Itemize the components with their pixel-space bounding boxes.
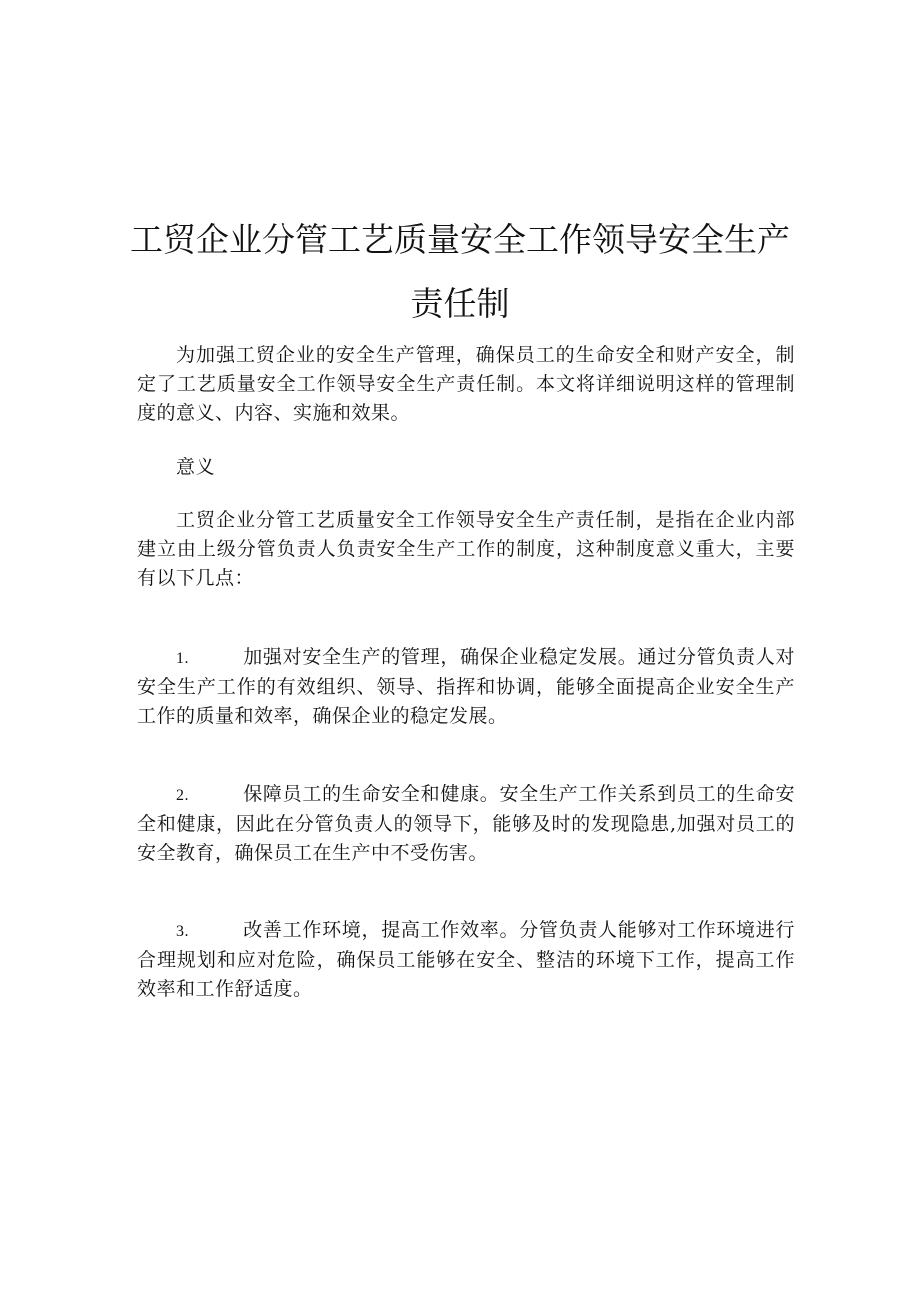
document-title-line-1: 工贸企业分管工艺质量安全工作领导安全生产: [130, 220, 790, 259]
intro-paragraph: 为加强工贸企业的安全生产管理，确保员工的生命安全和财产安全，制定了工艺质量安全工作领导安全生产责任制。本文将详细说明这样的管理制度的意义、内容、实施和效果。: [137, 344, 795, 424]
list-item-paragraph: [137, 916, 795, 1004]
list-item-paragraph: [137, 780, 795, 868]
meaning-section: [137, 506, 795, 593]
intro-section: [137, 341, 795, 428]
list-item: [137, 643, 795, 731]
list-item-text: 保障员工的生命安全和健康。安全生产工作关系到员工的生命安全和健康，因此在分管负责人的领导下，能够及时的发现隐患,加强对员工的安全教育，确保员工在生产中不受伤害。: [137, 783, 795, 864]
meaning-paragraph: 工贸企业分管工艺质量安全工作领导安全生产责任制，是指在企业内部建立由上级分管负责人负责安全生产工作的制度，这种制度意义重大，主要有以下几点：: [137, 509, 795, 589]
list-item-number: 2.: [176, 787, 189, 804]
list-item-paragraph: [137, 643, 795, 731]
list-item-number: 3.: [176, 923, 189, 940]
list-item: [137, 780, 795, 868]
list-item-text: 改善工作环境，提高工作效率。分管负责人能够对工作环境进行合理规划和应对危险，确保员工能够在安全、整洁的环境下工作，提高工作效率和工作舒适度。: [137, 919, 795, 1000]
list-item: [137, 916, 795, 1004]
document-title-line-2: 责任制: [410, 284, 510, 323]
section-heading: 意义: [176, 456, 216, 478]
list-item-number: 1.: [176, 650, 189, 667]
section-heading-block: [137, 453, 795, 482]
list-item-text: 加强对安全生产的管理，确保企业稳定发展。通过分管负责人对安全生产工作的有效组织、领导、指挥和协调，能够全面提高企业安全生产工作的质量和效率，确保企业的稳定发展。: [137, 646, 795, 727]
